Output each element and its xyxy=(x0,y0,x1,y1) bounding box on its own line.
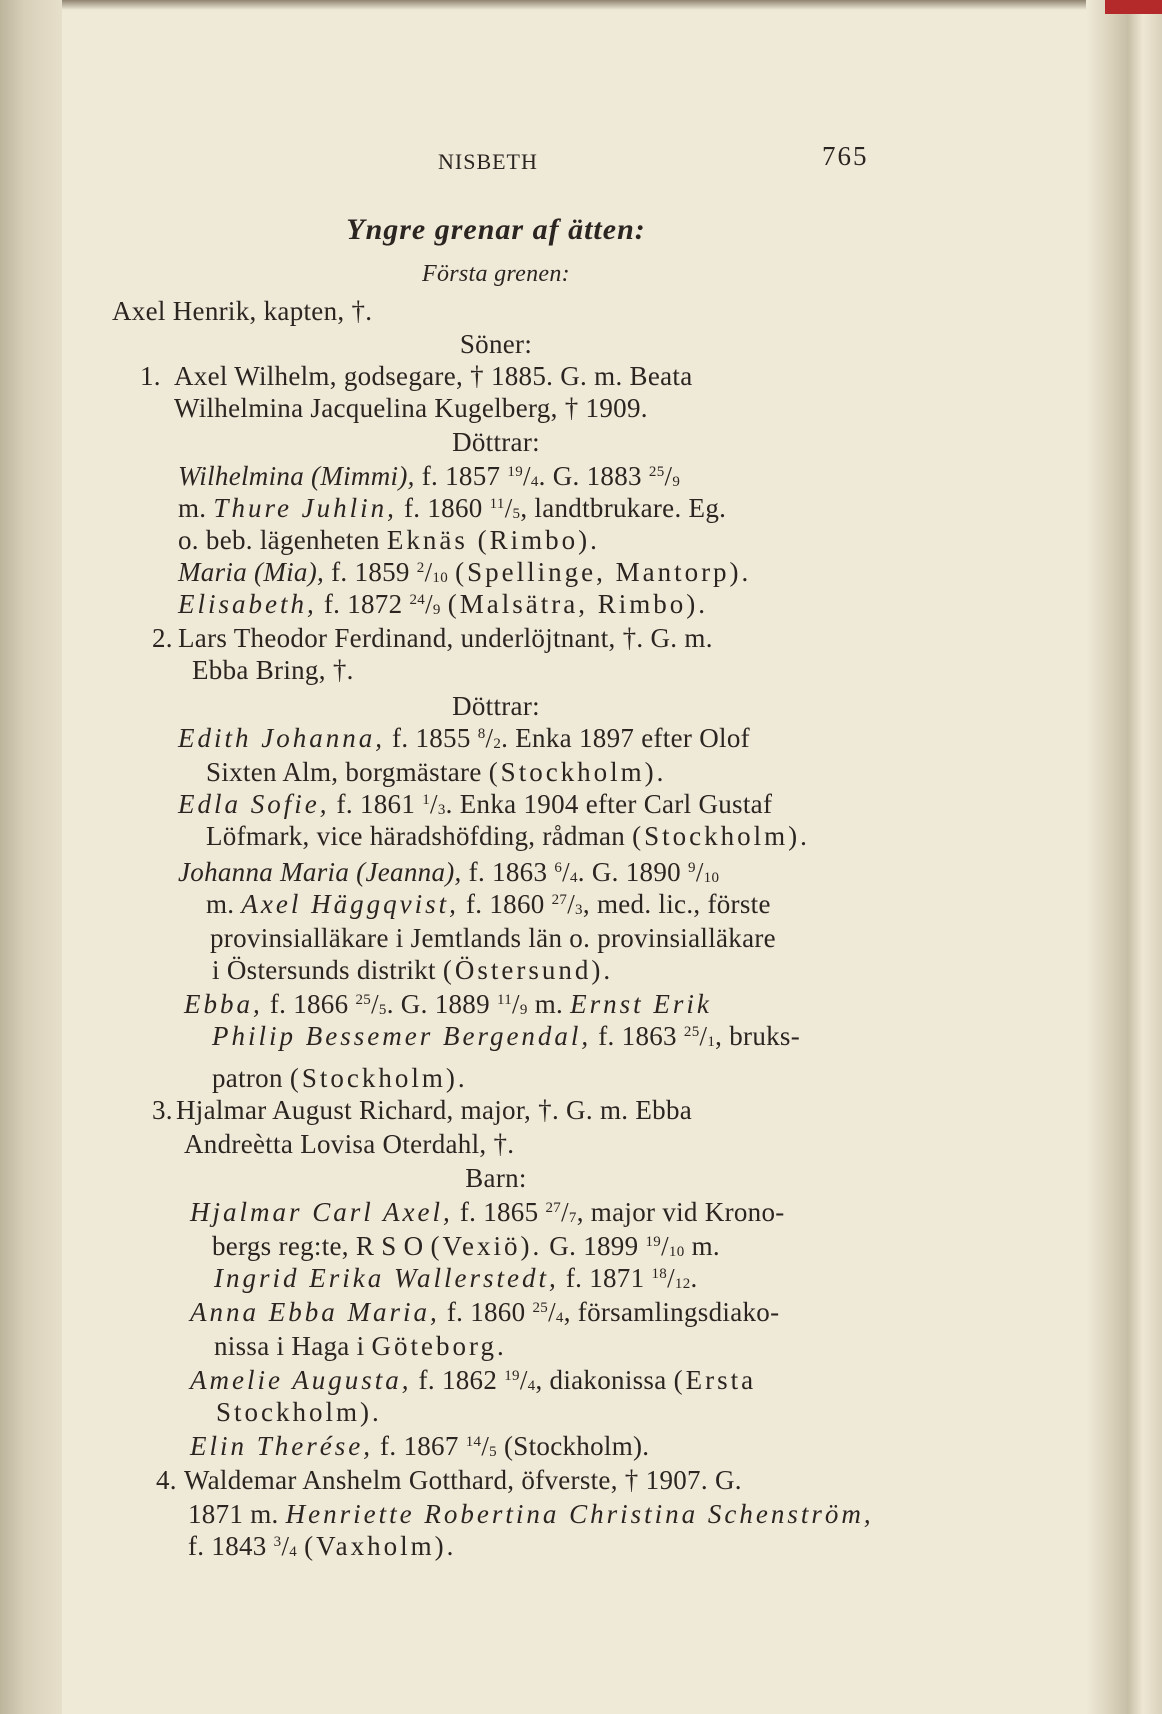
place-name: (Stockholm). xyxy=(289,1063,468,1093)
barn-heading: Barn: xyxy=(465,1163,527,1193)
place-name: (Stockholm). xyxy=(504,1431,650,1461)
section-title: Yngre grenar af ätten: xyxy=(346,213,646,246)
place-name: (Vexiö). xyxy=(430,1231,543,1261)
place-name: (Malsätra, Rimbo). xyxy=(447,589,708,619)
founder-line: Axel Henrik, kapten, †. xyxy=(112,296,373,326)
son-entry-continued: Ebba Bring, †. xyxy=(192,655,354,685)
daughter-entry-continued: m. Axel Häggqvist, f. 1860 $^{27}/_3$, med. lic., förste xyxy=(206,889,771,919)
place-name: (Östersund). xyxy=(442,955,614,985)
child-entry: Amelie Augusta, f. 1862 $^{19}/_4$, diakonissa (Ersta xyxy=(190,1365,757,1395)
daughter-name: Johanna Maria (Jeanna), xyxy=(178,857,462,887)
daughter-entry: Elisabeth, f. 1872 $^{24}/_9$ (Malsätra, Rimbo). xyxy=(178,589,708,619)
daughter-name: Wilhelmina (Mimmi), xyxy=(178,461,415,491)
child-name: Anna Ebba Maria, xyxy=(190,1297,440,1327)
entry-number: 3. xyxy=(152,1095,173,1125)
daughter-entry: Johanna Maria (Jeanna), f. 1863 $^6/_4$. G. 1890 $^9/_{10}$ xyxy=(178,857,720,887)
son-entry-continued: f. 1843 $^3/_4$ (Vaxholm). xyxy=(188,1531,457,1561)
spouse-name: Ingrid Erika Wallerstedt, xyxy=(214,1263,559,1293)
entry-number: 2. xyxy=(152,623,173,653)
place-name: Stockholm). xyxy=(216,1397,382,1427)
daughter-name: Ebba, xyxy=(184,989,263,1019)
daughter-entry: Maria (Mia), f. 1859 $^2/_{10}$ (Spellinge, Mantorp). xyxy=(178,557,752,587)
child-entry: Hjalmar Carl Axel, f. 1865 $^{27}/_7$, major vid Krono- xyxy=(190,1197,785,1227)
entry-number: 1. xyxy=(140,361,161,391)
daughter-entry: Edith Johanna, f. 1855 $^8/_2$. Enka 1897 efter Olof xyxy=(178,723,750,753)
spouse-name: Ernst Erik xyxy=(570,989,712,1019)
soner-heading: Söner: xyxy=(459,329,533,359)
child-name: Amelie Augusta, xyxy=(190,1365,412,1395)
daughter-entry-continued: Löfmark, vice häradshöfding, rådman (Stockholm). xyxy=(206,821,810,851)
child-entry-continued: nissa i Haga i Göteborg. xyxy=(214,1331,507,1361)
daughter-entry: Ebba, f. 1866 $^{25}/_5$. G. 1889 $^{11}/_9$ m. Ernst Erik xyxy=(184,989,712,1019)
place-name: Göteborg. xyxy=(371,1331,507,1361)
son-entry: Axel Wilhelm, godsegare, † 1885. G. m. Beata xyxy=(174,361,693,391)
son-entry: Lars Theodor Ferdinand, underlöjtnant, †. G. m. xyxy=(178,623,713,653)
son-entry-continued: 1871 m. Henriette Robertina Christina Schenström, xyxy=(188,1499,874,1529)
daughter-entry-continued: Philip Bessemer Bergendal, f. 1863 $^{25}/_1$, bruks- xyxy=(212,1021,801,1051)
child-entry-continued: Ingrid Erika Wallerstedt, f. 1871 $^{18}/_{12}$. xyxy=(214,1263,698,1293)
place-name: (Stockholm). xyxy=(632,821,810,851)
daughter-entry-continued: patron (Stockholm). xyxy=(212,1063,468,1093)
page-number: 765 xyxy=(822,141,869,171)
son-entry-continued: Andreètta Lovisa Oterdahl, †. xyxy=(184,1129,515,1159)
place-name: Eknäs (Rimbo). xyxy=(386,525,600,555)
son-entry: Hjalmar August Richard, major, †. G. m. Ebba xyxy=(176,1095,693,1125)
daughter-entry-continued: provinsialläkare i Jemtlands län o. provinsialläkare xyxy=(210,923,776,953)
running-title: NISBETH xyxy=(438,149,538,174)
place-name: (Spellinge, Mantorp). xyxy=(455,557,752,587)
entry-number: 4. xyxy=(156,1465,177,1495)
child-entry-continued: bergs reg:te, R S O (Vexiö). G. 1899 $^{19}/_{10}$ m. xyxy=(212,1231,720,1261)
place-name: (Ersta xyxy=(673,1365,757,1395)
daughter-entry-continued: Sixten Alm, borgmästare (Stockholm). xyxy=(206,757,667,787)
dottrar-heading: Döttrar: xyxy=(452,427,540,457)
spouse-name: Philip Bessemer Bergendal, xyxy=(212,1021,592,1051)
spouse-name: Henriette Robertina Christina Schenström, xyxy=(285,1499,874,1529)
daughter-name: Elisabeth, xyxy=(178,589,317,619)
subsection-title: Första grenen: xyxy=(422,261,570,287)
daughter-entry-continued: o. beb. lägenheten Eknäs (Rimbo). xyxy=(178,525,600,555)
daughter-entry: Edla Sofie, f. 1861 $^1/_3$. Enka 1904 efter Carl Gustaf xyxy=(178,789,773,819)
daughter-entry-continued: i Östersunds distrikt (Östersund). xyxy=(212,955,614,985)
daughter-entry-continued: m. Thure Juhlin, f. 1860 $^{11}/_5$, landtbrukare. Eg. xyxy=(178,493,727,523)
daughter-name: Maria (Mia), xyxy=(178,557,325,587)
spouse-name: Axel Häggqvist, xyxy=(241,889,459,919)
child-entry: Elin Therése, f. 1867 $^{14}/_5$ (Stockholm). xyxy=(190,1431,650,1461)
dottrar-heading: Döttrar: xyxy=(452,691,540,721)
son-entry-continued: Wilhelmina Jacquelina Kugelberg, † 1909. xyxy=(174,393,648,423)
daughter-name: Edith Johanna, xyxy=(178,723,385,753)
child-name: Elin Therése, xyxy=(190,1431,373,1461)
son-entry: Waldemar Anshelm Gotthard, öfverste, † 1907. G. xyxy=(184,1465,742,1495)
child-entry: Anna Ebba Maria, f. 1860 $^{25}/_4$, församlingsdiako- xyxy=(190,1297,780,1327)
place-name: (Stockholm). xyxy=(488,757,667,787)
place-name: (Vaxholm). xyxy=(304,1531,457,1561)
daughter-name: Edla Sofie, xyxy=(178,789,330,819)
spouse-name: Thure Juhlin, xyxy=(213,493,397,523)
child-name: Hjalmar Carl Axel, xyxy=(190,1197,453,1227)
daughter-entry: Wilhelmina (Mimmi), f. 1857 $^{19}/_4$. G. 1883 $^{25}/_9$ xyxy=(178,461,681,491)
